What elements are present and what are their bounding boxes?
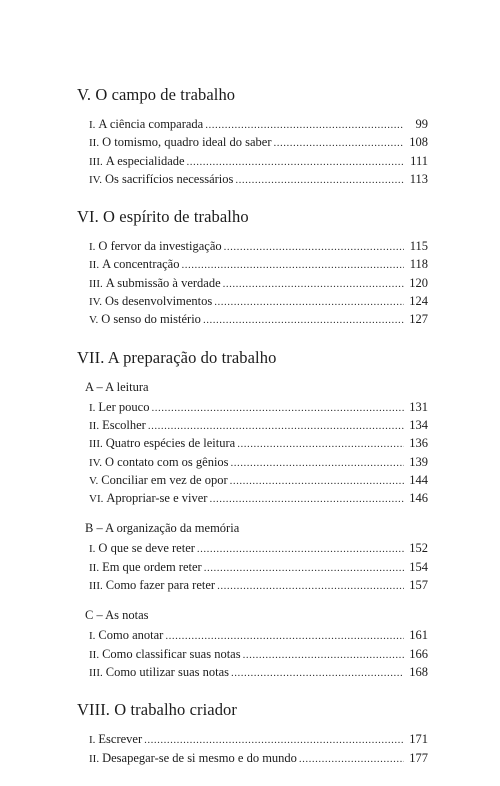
dot-leader xyxy=(231,665,404,682)
page-number: 127 xyxy=(409,312,428,327)
dot-leader xyxy=(197,541,404,558)
toc-section xyxy=(77,379,428,509)
page-number: 157 xyxy=(409,578,428,593)
toc-entry[interactable] xyxy=(89,664,428,682)
dot-leader xyxy=(223,276,404,293)
page-number: 146 xyxy=(409,491,428,506)
toc-section xyxy=(77,116,428,189)
toc-entry[interactable] xyxy=(89,472,428,490)
entry-title: Como fazer para reter xyxy=(105,578,216,593)
entry-title: A submissão à verdade xyxy=(105,275,221,290)
entry-title: A concentração xyxy=(102,257,180,272)
dot-leader xyxy=(148,418,404,435)
entry-title: O tomismo, quadro ideal do saber xyxy=(102,135,272,150)
dot-leader xyxy=(205,117,404,134)
entry-title: A ciência comparada xyxy=(98,117,204,131)
toc-entry[interactable] xyxy=(89,540,428,558)
toc-entry[interactable] xyxy=(89,490,428,508)
toc-entry[interactable] xyxy=(89,256,428,274)
toc-entry-list xyxy=(89,731,428,768)
toc-chapter xyxy=(77,700,428,768)
dot-leader xyxy=(209,491,404,508)
dot-leader xyxy=(203,312,404,329)
section-title: C – As notas xyxy=(85,608,149,623)
page-number: 108 xyxy=(409,135,428,150)
entry-title: O contato com os gênios xyxy=(104,454,229,469)
dot-leader xyxy=(299,751,404,768)
toc-entry[interactable] xyxy=(89,559,428,577)
entry-number: I. xyxy=(89,119,96,131)
toc-chapter xyxy=(77,348,428,683)
page-number: 154 xyxy=(409,559,428,574)
entry-number: IV. xyxy=(89,456,102,469)
entry-title: Em que ordem reter xyxy=(102,559,202,574)
dot-leader xyxy=(214,294,404,311)
section-title: B – A organização da memória xyxy=(85,521,240,536)
toc-chapter xyxy=(77,85,428,189)
entry-number: V. xyxy=(89,474,99,487)
toc-entry[interactable] xyxy=(89,750,428,768)
entry-title: Os desenvolvimentos xyxy=(104,294,213,309)
toc-entry[interactable] xyxy=(89,627,428,645)
toc-section xyxy=(77,731,428,768)
page-number: 131 xyxy=(409,399,428,414)
entry-title: Conciliar em vez de opor xyxy=(101,472,228,487)
entry-title: Desapegar-se de si mesmo e do mundo xyxy=(102,750,297,765)
entry-number: III. xyxy=(89,438,103,451)
dot-leader xyxy=(187,154,404,171)
page-number: 99 xyxy=(415,117,428,131)
page-number: 139 xyxy=(409,454,428,469)
entry-title: Escolher xyxy=(102,417,146,432)
dot-leader xyxy=(237,436,404,453)
toc-entry[interactable] xyxy=(89,238,428,256)
toc-entry[interactable] xyxy=(89,275,428,293)
page-number: 166 xyxy=(409,646,428,661)
toc-entry-list xyxy=(89,116,428,189)
entry-title: Ler pouco xyxy=(98,399,150,414)
page-number: 113 xyxy=(409,171,428,186)
page-number: 124 xyxy=(409,294,428,309)
entry-title: A especialidade xyxy=(105,153,185,168)
toc-entry[interactable] xyxy=(89,134,428,152)
page-number: 168 xyxy=(409,664,428,679)
chapter-title: VI. O espírito de trabalho xyxy=(77,207,249,227)
entry-number: I. xyxy=(89,734,96,747)
toc-entry[interactable] xyxy=(89,577,428,595)
toc-entry[interactable] xyxy=(89,417,428,435)
chapter-title: V. O campo de trabalho xyxy=(77,85,236,104)
entry-number: III. xyxy=(89,580,103,593)
entry-number: I. xyxy=(89,630,96,643)
entry-number: II. xyxy=(89,648,100,661)
toc-entry[interactable] xyxy=(89,399,428,417)
toc-entry-list xyxy=(89,399,428,509)
toc-entry-list xyxy=(89,540,428,595)
toc-entry-list xyxy=(89,627,428,682)
entry-number: III. xyxy=(89,277,103,290)
dot-leader xyxy=(230,473,404,490)
page-number: 171 xyxy=(409,732,428,747)
entry-number: II. xyxy=(89,419,100,432)
dot-leader xyxy=(181,257,404,274)
page-number: 136 xyxy=(409,436,428,451)
page-number: 161 xyxy=(409,628,428,643)
entry-number: II. xyxy=(89,752,100,765)
toc-section xyxy=(77,607,428,682)
page-number: 144 xyxy=(409,472,428,487)
dot-leader xyxy=(151,400,404,417)
entry-title: Como utilizar suas notas xyxy=(105,664,229,679)
toc-entry[interactable] xyxy=(89,171,428,189)
dot-leader xyxy=(231,455,404,472)
entry-title: Apropriar-se e viver xyxy=(106,491,208,506)
entry-title: Como classificar suas notas xyxy=(102,646,241,661)
chapter-title: VII. A preparação do trabalho xyxy=(77,347,277,367)
page-number: 118 xyxy=(409,257,428,272)
toc-entry[interactable] xyxy=(89,116,428,134)
dot-leader xyxy=(243,647,404,664)
entry-number: II. xyxy=(89,259,100,272)
entry-number: IV. xyxy=(89,173,102,186)
dot-leader xyxy=(144,732,404,749)
entry-number: II. xyxy=(89,561,100,574)
toc-section xyxy=(77,238,428,329)
entry-title: Escrever xyxy=(98,732,143,747)
entry-number: III. xyxy=(89,155,103,168)
toc-entry[interactable] xyxy=(89,454,428,472)
entry-number: III. xyxy=(89,666,103,679)
table-of-contents xyxy=(77,85,428,786)
section-title: A – A leitura xyxy=(85,379,149,394)
dot-leader xyxy=(274,135,405,152)
dot-leader xyxy=(217,578,404,595)
dot-leader xyxy=(235,172,404,189)
entry-number: I. xyxy=(89,543,96,556)
chapter-title: VIII. O trabalho criador xyxy=(77,700,237,720)
toc-entry[interactable] xyxy=(89,731,428,749)
page-number: 120 xyxy=(409,275,428,290)
entry-title: Quatro espécies de leitura xyxy=(105,436,236,451)
entry-number: II. xyxy=(89,137,100,150)
page-number: 177 xyxy=(409,750,428,765)
toc-entry[interactable] xyxy=(89,293,428,311)
entry-title: O senso do mistério xyxy=(101,312,201,327)
toc-entry-list xyxy=(89,238,428,329)
page-number: 111 xyxy=(410,153,428,168)
page-number: 152 xyxy=(409,541,428,556)
toc-entry[interactable] xyxy=(89,646,428,664)
entry-title: Os sacrifícios necessários xyxy=(104,171,234,186)
page-number: 134 xyxy=(409,417,428,432)
entry-number: IV. xyxy=(89,296,102,309)
toc-entry[interactable] xyxy=(89,153,428,171)
entry-number: I. xyxy=(89,241,96,254)
entry-title: Como anotar xyxy=(98,628,164,643)
dot-leader xyxy=(165,628,404,645)
entry-title: O que se deve reter xyxy=(98,541,195,556)
dot-leader xyxy=(204,560,404,577)
toc-entry[interactable] xyxy=(89,435,428,453)
entry-number: V. xyxy=(89,314,99,327)
entry-number: VI. xyxy=(89,493,104,506)
toc-section xyxy=(77,520,428,595)
toc-chapter xyxy=(77,207,428,329)
entry-title: O fervor da investigação xyxy=(98,239,222,254)
dot-leader xyxy=(224,239,404,256)
page-number: 115 xyxy=(409,239,428,254)
toc-entry[interactable] xyxy=(89,311,428,329)
entry-number: I. xyxy=(89,401,96,414)
